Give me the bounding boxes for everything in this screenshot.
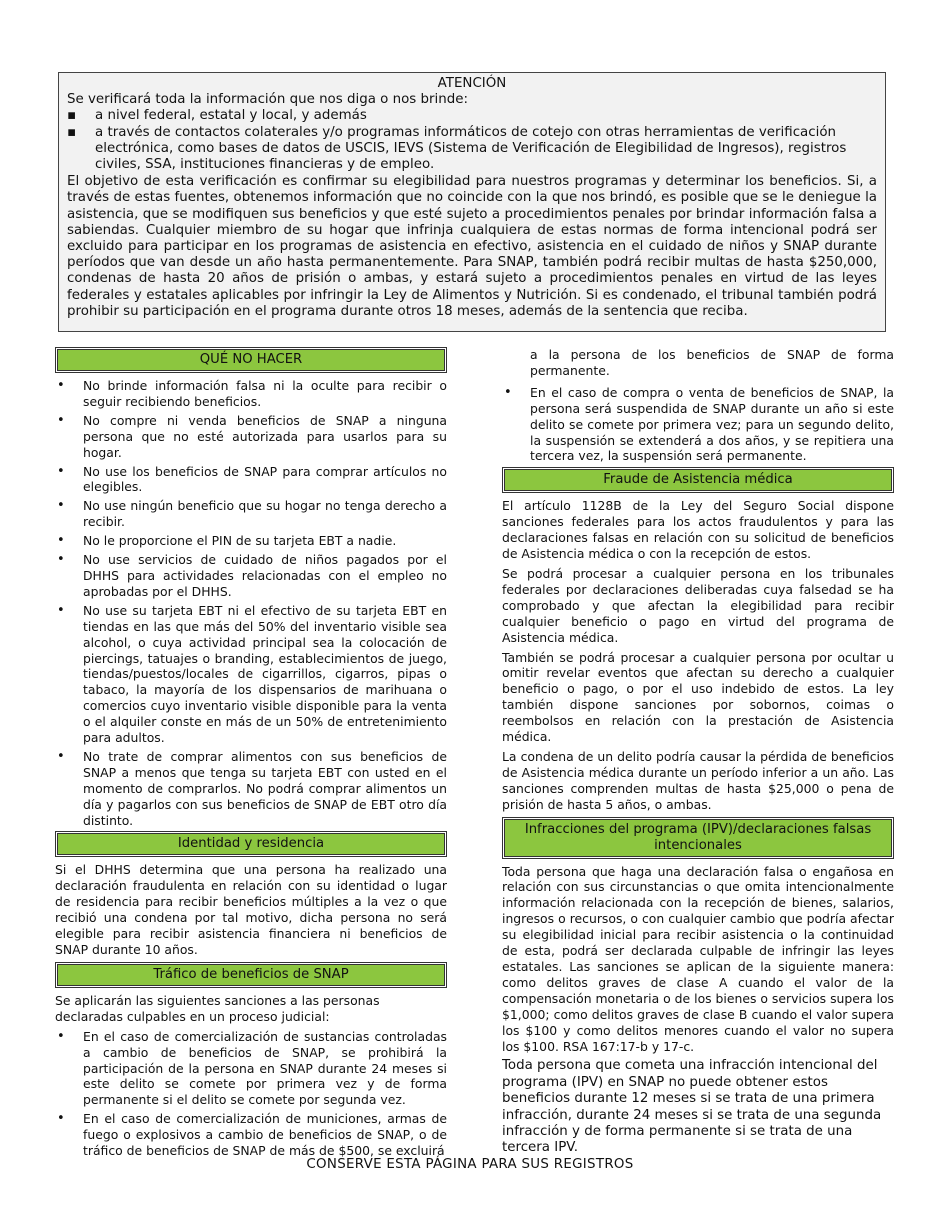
trafficking-list-continued (502, 385, 894, 465)
attention-title: ATENCIÓN (437, 76, 507, 91)
left-column (55, 347, 447, 1162)
list-item: • No trate de comprar alimentos con sus beneficios de SNAP a menos que tenga su tarjeta EBT con usted en el momento de comprarlos. No podrá comprar alimentos un día y pagarlos con sus beneficios de SNAP de EBT otro día distinto. (55, 749, 447, 829)
attention-box (58, 72, 886, 332)
list-item: • No use su tarjeta EBT ni el efectivo de su tarjeta EBT en tiendas en las que más del 50% del inventario visible sea alcohol, o cuya actividad principal sea la colocación de piercings, tatuajes o branding, establecimientos de juego, tiendas/puestos/locales de cigarrillos, cigarros, pipas o tabaco, la mayoría de los dispensarios de marihuana o comercios cuyo inventario visible disponible para la venta o el alquiler conste en más de un 50% de entretenimiento para adultos. (55, 603, 447, 746)
section-title: Fraude de Asistencia médica (504, 469, 892, 491)
medical-paragraph: También se podrá procesar a cualquier persona por ocultar u omitir revelar eventos que afectan su derecho a cualquier beneficio o pago, o por el uso indebido de estos. La ley también dispone sanciones por sobornos, coimas o reembolsos en relación con la prestación de Asistencia médica. (502, 649, 894, 745)
attention-bullet: ▪ a través de contactos colaterales y/o programas informáticos de cotejo con otras herramientas de verificación electrónica, como bases de datos de USCIS, IEVS (Sistema de Verificación de Elegibilidad de Ingresos), registros civiles, SSA, instituciones financieras y de empleo. (67, 125, 877, 174)
section-title: Identidad y residencia (57, 833, 445, 855)
section-title: Infracciones del programa (IPV)/declaraciones falsas intencionales (504, 819, 892, 857)
section-title: Tráfico de beneficios de SNAP (57, 964, 445, 986)
attention-intro: Se verificará toda la información que nos diga o nos brinde: (67, 92, 468, 108)
attention-body: El objetivo de esta verificación es confirmar su elegibilidad para nuestros programas y determinar los beneficios. Si, a través de estas fuentes, obtenemos información que no coincide con la que nos brindó, es posible que se le deniegue la asistencia, que se modifiquen sus beneficios y que esté sujeto a procedimientos penales por brindar información falsa a sabiendas. Cualquier miembro de su hogar que infrinja cualquiera de estas normas de forma intencional podrá ser excluido para participar en los programas de asistencia en efectivo, asistencia en el cuidado de niños y SNAP durante períodos que van desde un año hasta permanentemente. Para SNAP, también podrá recibir multas de hasta $250,000, condenas de hasta 20 años de prisión o ambas, y estará sujeto a procedimientos penales en virtud de las leyes federales y estatales aplicables por infringir la Ley de Alimentos y Nutrición. Si es condenado, el tribunal también podrá prohibir su participación en el programa durante otros 18 meses, además de la sentencia que reciba. (67, 174, 877, 319)
list-item: • En el caso de compra o venta de beneficios de SNAP, la persona será suspendida de SNAP durante un año si este delito se comete por primera vez; para un segundo delito, la suspensión se extenderá a dos años, y se repitiera una tercera vez, la suspensión será permanente. (502, 385, 894, 465)
section-header-trafficking (55, 962, 447, 988)
medical-paragraph: Se podrá procesar a cualquier persona en los tribunales federales por declaraciones deliberadas cuya falsedad se ha comprobado y que afectan la elegibilidad para recibir cualquier beneficio o pago en virtud del programa de Asistencia médica. (502, 565, 894, 645)
trafficking-continuation: a la persona de los beneficios de SNAP de forma permanente. (530, 347, 894, 378)
section-header-medical (502, 467, 894, 493)
footer-note: CONSERVE ESTA PÁGINA PARA SUS REGISTROS (306, 1157, 634, 1172)
list-item: • No use servicios de cuidado de niños pagados por el DHHS para actividades relacionadas con el empleo no aprobadas por el DHHS. (55, 552, 447, 600)
list-item: • No compre ni venda beneficios de SNAP a ninguna persona que no esté autorizada para usarlos para su hogar. (55, 413, 447, 461)
what-not-list (55, 378, 447, 828)
list-item: • En el caso de comercialización de sustancias controladas a cambio de beneficios de SNAP, se prohibirá la participación de la persona en SNAP durante 24 meses si este delito se comete por primera vez y de forma permanente si el delito se comete por segunda vez. (55, 1029, 447, 1109)
trafficking-list (55, 1029, 447, 1159)
ipv-paragraph: Toda persona que haga una declaración falsa o engañosa en relación con sus circunstancias o que omita intencionalmente información relacionada con la recepción de bienes, salarios, ingresos o recursos, o con cualquier cambio que podría afectar su elegibilidad inicial para recibir asistencia o la continuidad de esta, podrá ser declarada culpable de infringir las leyes estatales. Las sanciones se aplican de la siguiente manera: como delitos graves de clase A cuando el valor de la compensación monetaria o de los bienes o servicios supera los $1,000; como delitos graves de clase B cuando el valor supera los $100 y como delitos menores cuando el valor no supera los $100. RSA 167:17-b y 17-c. (502, 863, 894, 1054)
section-header-what-not (55, 347, 447, 373)
attention-bullets (67, 108, 877, 173)
list-item: • No use los beneficios de SNAP para comprar artículos no elegibles. (55, 464, 447, 496)
attention-bullet: ▪ a nivel federal, estatal y local, y además (67, 108, 877, 124)
trafficking-intro: Se aplicarán las siguientes sanciones a las personas declaradas culpables en un proceso judicial: (55, 992, 380, 1024)
section-title: QUÉ NO HACER (57, 349, 445, 371)
section-header-identity (55, 831, 447, 857)
section-header-ipv (502, 817, 894, 859)
list-item: • No le proporcione el PIN de su tarjeta EBT a nadie. (55, 533, 447, 549)
right-column (502, 347, 894, 1161)
medical-paragraph: La condena de un delito podría causar la pérdida de beneficios de Asistencia médica durante un período inferior a un año. Las sanciones comprenden multas de hasta $25,000 o pena de prisión de hasta 5 años, o ambas. (502, 748, 894, 812)
list-item: • En el caso de comercialización de municiones, armas de fuego o explosivos a cambio de beneficios de SNAP, o de tráfico de beneficios de SNAP de más de $500, se excluirá (55, 1111, 447, 1159)
ipv-paragraph: Toda persona que cometa una infracción intencional del programa (IPV) en SNAP no puede obtener estos beneficios durante 12 meses si se trata de una primera infracción, durante 24 meses si se trata de una segunda infracción y de forma permanente si se trata de una tercera IPV. (502, 1058, 882, 1156)
list-item: • No brinde información falsa ni la oculte para recibir o seguir recibiendo beneficios. (55, 378, 447, 410)
medical-paragraph: El artículo 1128B de la Ley del Seguro Social dispone sanciones federales para los actos fraudulentos y para las declaraciones falsas en relación con su solicitud de beneficios de Asistencia médica o con la recepción de estos. (502, 498, 894, 562)
list-item: • No use ningún beneficio que su hogar no tenga derecho a recibir. (55, 498, 447, 530)
identity-text: Si el DHHS determina que una persona ha realizado una declaración fraudulenta en relación con su identidad o lugar de residencia para recibir beneficios múltiples a la vez o que recibió una condena por tal motivo, dicha persona no será elegible para recibir asistencia financiera ni beneficios de SNAP durante 10 años. (55, 862, 447, 957)
